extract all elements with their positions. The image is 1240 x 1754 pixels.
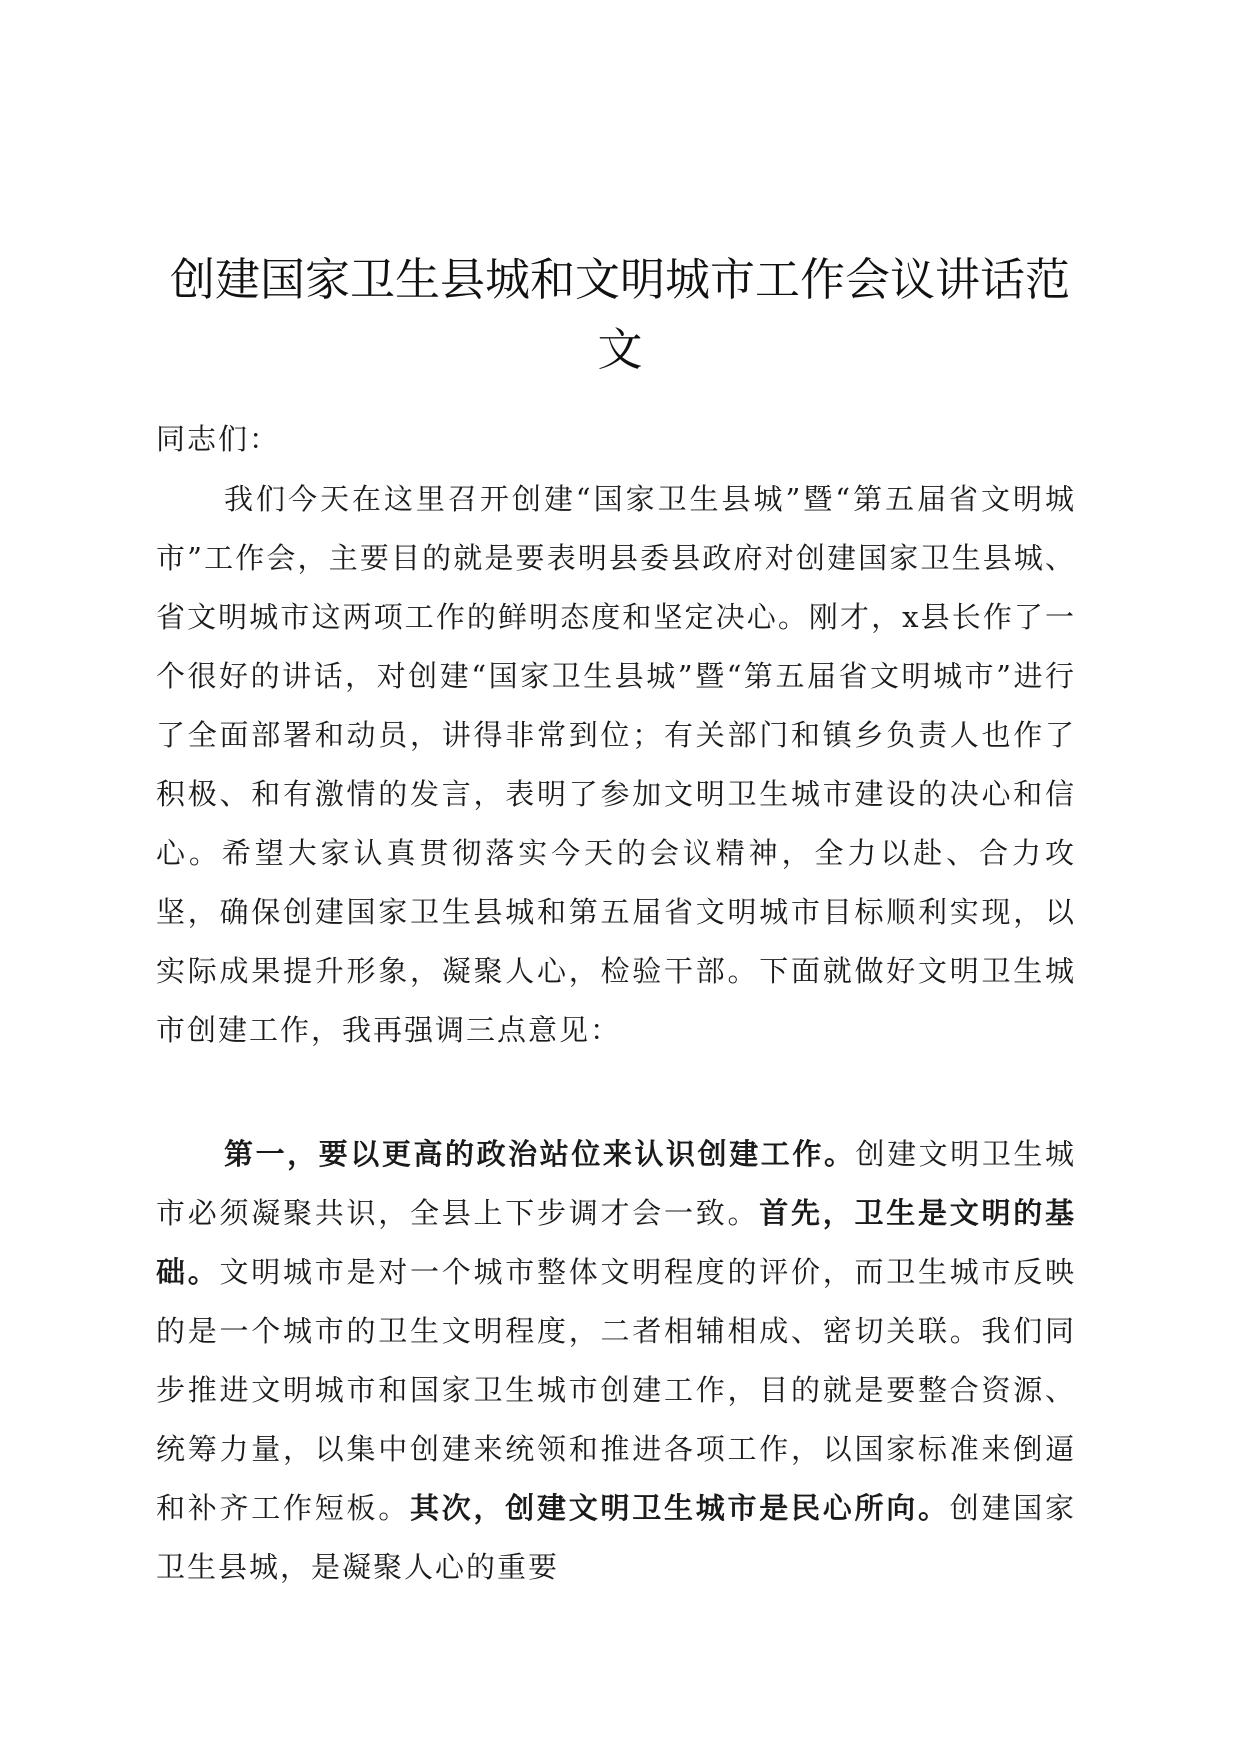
paragraph-text: 创建文明卫生城市必须凝聚共识，全县上下步调才会一致。 (156, 1137, 1076, 1230)
document-title: 创建国家卫生县城和文明城市工作会议讲话范文 (169, 253, 1070, 376)
paragraph-first-point (156, 1125, 1076, 1597)
point-heading-second: 其次，创建文明卫生城市是民心所向。 (410, 1491, 950, 1525)
salutation: 同志们： (156, 422, 281, 456)
paragraph-text: 文明城市是对一个城市整体文明程度的评价，而卫生城市反映的是一个城市的卫生文明程度，二者相辅相成、密切关联。我们同步推进文明城市和国家卫生城市创建工作，目的就是要整合资源、统筹力量，以集中创建来统领和推进各项工作，以国家标准来倒逼和补齐工作短板。 (156, 1255, 1076, 1525)
paragraph-intro: 我们今天在这里召开创建“国家卫生县城”暨“第五届省文明城市”工作会，主要目的就是要表明县委县政府对创建国家卫生县城、省文明城市这两项工作的鲜明态度和坚定决心。刚才，x县长作了一个很好的讲话，对创建“国家卫生县城”暨“第五届省文明城市”进行了全面部署和动员，讲得非常到位；有关部门和镇乡负责人也作了积极、和有激情的发言，表明了参加文明卫生城市建设的决心和信心。希望大家认真贯彻落实今天的会议精神，全力以赴、合力攻坚，确保创建国家卫生县城和第五届省文明城市目标顺利实现，以实际成果提升形象，凝聚人心，检验干部。下面就做好文明卫生城市创建工作，我再强调三点意见： (156, 482, 1076, 1047)
paragraph-text: 创建国家卫生县城，是凝聚人心的重要 (156, 1491, 1076, 1584)
section-heading-first: 第一，要以更高的政治站位来认识创建工作。 (224, 1137, 856, 1171)
point-heading-first: 首先，卫生是文明的基础。 (156, 1196, 1076, 1289)
